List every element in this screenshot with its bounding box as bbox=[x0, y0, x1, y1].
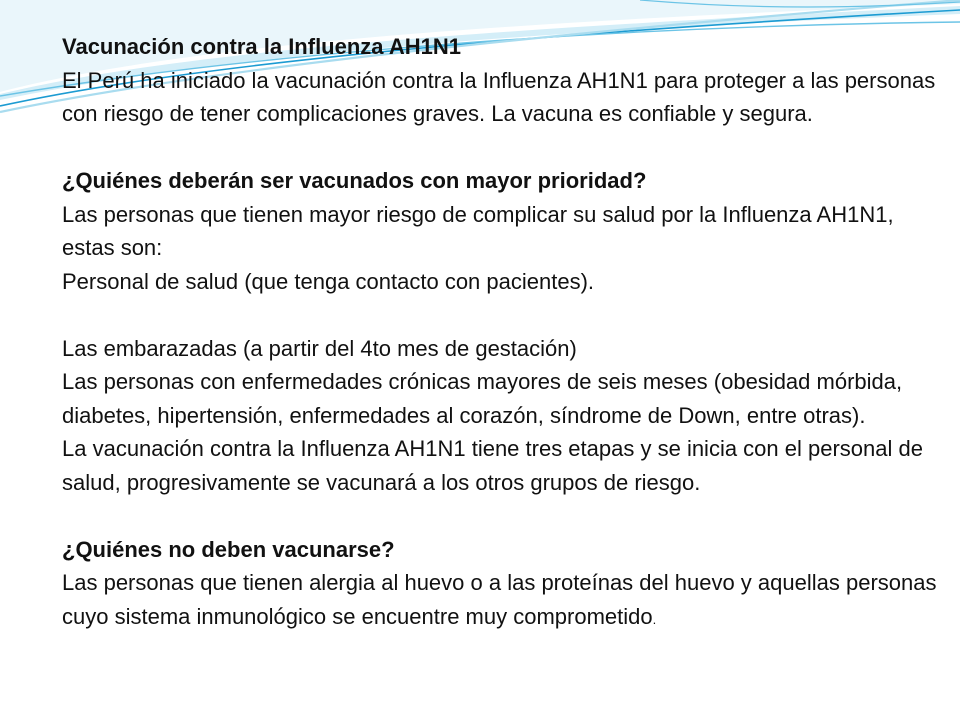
heading-vacunacion: Vacunación contra la Influenza AH1N1 bbox=[62, 34, 461, 59]
paragraph-cronicas: Las personas con enfermedades crónicas mayores de seis meses (obesidad mórbida, diabetes, hipertensión, enfermedades al corazón, síndrome de Down, entre otras). bbox=[62, 369, 903, 428]
paragraph-prioridad-intro: Las personas que tienen mayor riesgo de complicar su salud por la Influenza AH1N1, estas son: bbox=[62, 201, 894, 260]
spacer bbox=[62, 131, 942, 165]
trailing-dot: . bbox=[652, 611, 657, 627]
slide-content bbox=[62, 30, 942, 636]
spacer bbox=[62, 298, 942, 332]
paragraph-personal-salud: Personal de salud (que tenga contacto con pacientes). bbox=[62, 268, 595, 294]
paragraph-etapas: La vacunación contra la Influenza AH1N1 tiene tres etapas y se inicia con el personal de salud, progresivamente se vacunará a los otros grupos de riesgo. bbox=[62, 436, 923, 495]
spacer bbox=[62, 499, 942, 533]
paragraph-embarazadas: Las embarazadas (a partir del 4to mes de gestación) bbox=[62, 335, 577, 361]
paragraph-no-vacunarse bbox=[62, 566, 942, 636]
paragraph-vacunacion: El Perú ha iniciado la vacunación contra la Influenza AH1N1 para proteger a las personas con riesgo de tener complicaciones graves. La vacuna es confiable y segura. bbox=[62, 67, 936, 126]
heading-no-vacunarse: ¿Quiénes no deben vacunarse? bbox=[62, 536, 395, 562]
no-vacunarse-text: Las personas que tienen alergia al huevo o a las proteínas del huevo y aquellas personas cuyo sistema inmunológico se encuentre muy comprometido bbox=[62, 570, 937, 629]
heading-prioridad: ¿Quiénes deberán ser vacunados con mayor prioridad? bbox=[62, 168, 647, 193]
